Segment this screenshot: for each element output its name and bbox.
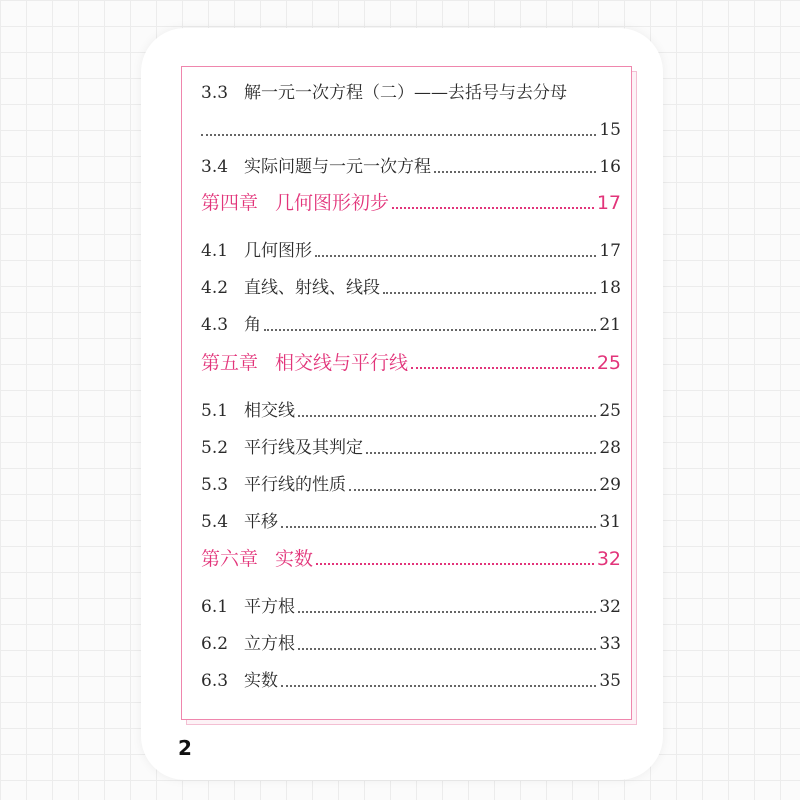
toc-chapter-4[interactable] [201,184,621,214]
toc-entry-4-2[interactable] [201,269,621,299]
dot-leader [349,489,596,491]
dot-leader [298,611,596,613]
toc-chapter-5[interactable] [201,344,621,374]
section-title: 直线、射线、线段 [244,278,380,298]
section-title: 立方根 [244,634,295,654]
section-number: 5.1 [201,401,229,421]
chapter-number: 第四章 [201,192,259,214]
page-ref: 29 [599,475,621,495]
section-number: 6.1 [201,597,229,617]
page-ref: 21 [599,315,621,335]
page-number: 2 [178,736,192,760]
section-title: 平移 [244,512,278,532]
toc-entry-5-1[interactable] [201,392,621,422]
toc-chapter-6[interactable] [201,540,621,570]
dot-leader [392,207,594,209]
page-ref: 15 [599,120,621,140]
section-number: 3.4 [201,157,229,177]
section-number: 5.2 [201,438,229,458]
section-number: 4.1 [201,241,229,261]
section-title: 角 [244,315,261,335]
page-ref: 18 [599,278,621,298]
dot-leader [316,563,594,565]
page-ref: 33 [599,634,621,654]
dot-leader [411,367,594,369]
chapter-title: 相交线与平行线 [275,352,409,374]
page-ref: 17 [596,192,621,214]
section-number: 6.3 [201,671,229,691]
toc-entry-3-3[interactable] [201,74,621,104]
section-number: 5.3 [201,475,229,495]
dot-leader [281,526,596,528]
dot-leader [315,255,596,257]
toc-entry-5-4[interactable] [201,503,621,533]
section-title: 平方根 [244,597,295,617]
section-title: 实数 [244,671,278,691]
dot-leader [201,134,596,136]
dot-leader [366,452,596,454]
page-ref: 17 [599,241,621,261]
page-ref: 31 [599,512,621,532]
chapter-title: 实数 [275,548,314,570]
dot-leader [298,415,596,417]
section-title: 相交线 [244,401,295,421]
toc-entry-5-2[interactable] [201,429,621,459]
section-title: 实际问题与一元一次方程 [244,157,431,177]
toc-entry-4-3[interactable] [201,306,621,336]
page-ref: 32 [599,597,621,617]
page-ref: 25 [599,401,621,421]
toc-entry-3-4[interactable] [201,148,621,178]
section-title: 解一元一次方程（二）——去括号与去分母 [244,83,567,103]
page-ref: 16 [599,157,621,177]
section-number: 4.3 [201,315,229,335]
page-ref: 28 [599,438,621,458]
dot-leader [281,685,596,687]
section-title: 平行线的性质 [244,475,346,495]
toc-entry-6-1[interactable] [201,588,621,618]
section-title: 平行线及其判定 [244,438,363,458]
section-number: 3.3 [201,83,229,103]
page-ref: 32 [596,548,621,570]
chapter-title: 几何图形初步 [275,192,390,214]
page-ref: 25 [596,352,621,374]
chapter-number: 第六章 [201,548,259,570]
toc-entry-3-3-continued[interactable] [201,111,621,141]
page-ref: 35 [599,671,621,691]
section-title: 几何图形 [244,241,312,261]
toc-entry-6-2[interactable] [201,625,621,655]
chapter-number: 第五章 [201,352,259,374]
toc-entry-4-1[interactable] [201,232,621,262]
dot-leader [383,292,596,294]
section-number: 4.2 [201,278,229,298]
dot-leader [298,648,596,650]
section-number: 5.4 [201,512,229,532]
dot-leader [264,329,596,331]
toc-entry-5-3[interactable] [201,466,621,496]
dot-leader [434,171,596,173]
section-number: 6.2 [201,634,229,654]
toc-entry-6-3[interactable] [201,662,621,692]
